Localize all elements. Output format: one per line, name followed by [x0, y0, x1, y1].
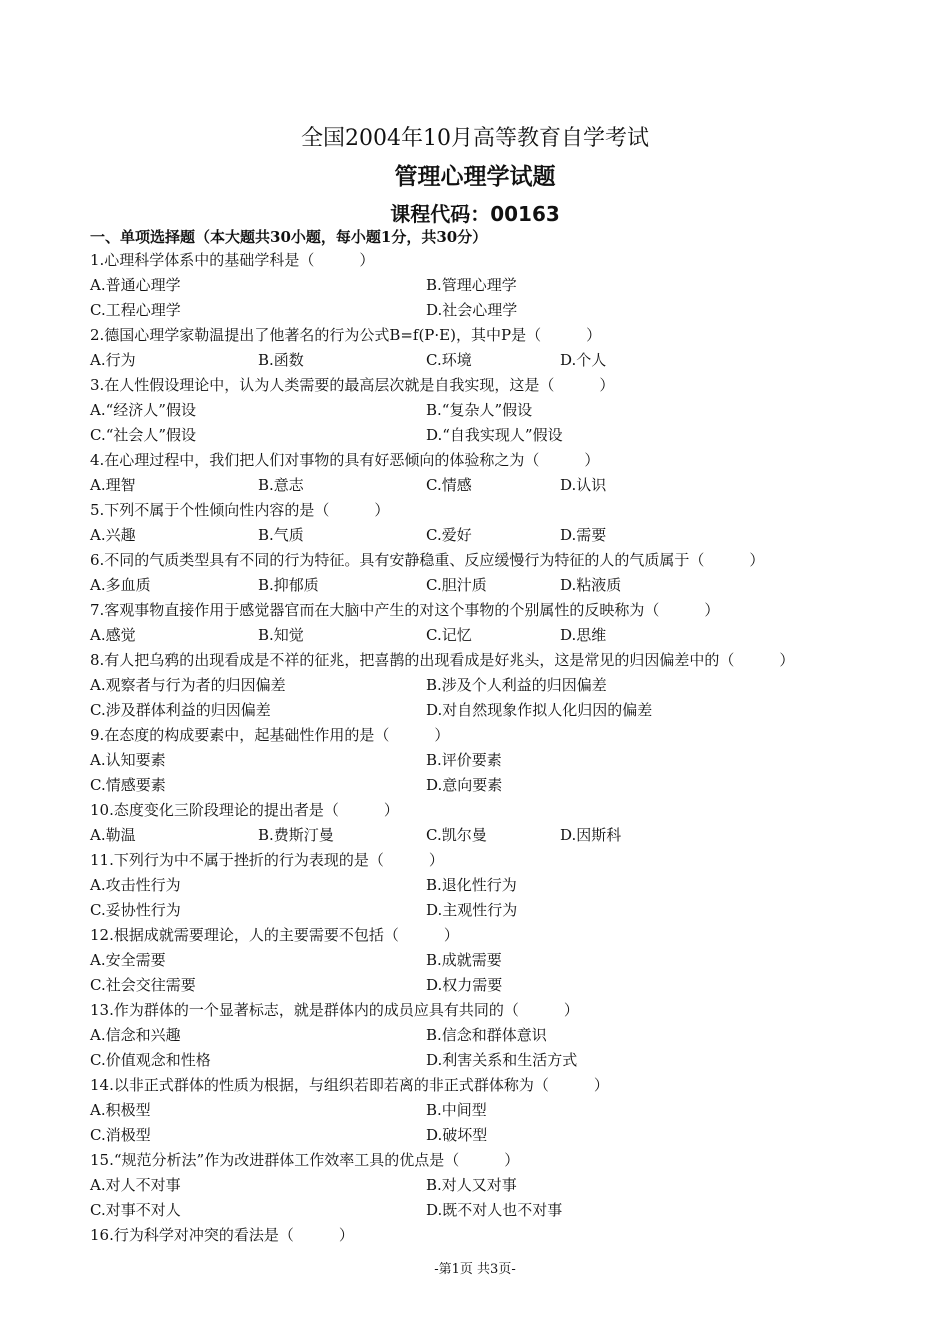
question-text: 8.有人把乌鸦的出现看成是不祥的征兆，把喜鹊的出现看成是好兆头，这是常见的归因偏差中的（ ） [90, 651, 795, 669]
question-text: 10.态度变化三阶段理论的提出者是（ ） [90, 801, 399, 819]
answer-option: A.对人不对事 [90, 1176, 181, 1194]
answer-option: B.涉及个人利益的归因偏差 [426, 676, 607, 694]
answer-option: D.权力需要 [426, 976, 503, 994]
answer-option: D.“自我实现人”假设 [426, 426, 563, 444]
option-row [90, 1198, 890, 1223]
answer-option: A.观察者与行为者的归因偏差 [90, 676, 286, 694]
answer-option: A.积极型 [90, 1101, 151, 1119]
answer-option: C.涉及群体利益的归因偏差 [90, 701, 271, 719]
answer-option: C.环境 [426, 351, 472, 369]
exam-title: 全国2004年10月高等教育自学考试 [301, 126, 649, 151]
answer-option: C.消极型 [90, 1126, 151, 1144]
question-text: 1.心理科学体系中的基础学科是（ ） [90, 251, 375, 269]
answer-option: D.思维 [560, 626, 607, 644]
answer-option: C.爱好 [426, 526, 472, 544]
answer-option: A.理智 [90, 476, 136, 494]
option-row [90, 698, 890, 723]
option-row [90, 423, 890, 448]
answer-option: C.社会交往需要 [90, 976, 196, 994]
option-row [90, 1123, 890, 1148]
answer-option: B.管理心理学 [426, 276, 517, 294]
page-footer: -第1页 共3页- [434, 1262, 516, 1277]
option-row [90, 673, 890, 698]
answer-option: B.抑郁质 [258, 576, 319, 594]
answer-option: D.个人 [560, 351, 607, 369]
answer-option: D.需要 [560, 526, 607, 544]
answer-option: B.中间型 [426, 1101, 487, 1119]
answer-option: C.情感 [426, 476, 472, 494]
question-text: 4.在心理过程中，我们把人们对事物的具有好恶倾向的体验称之为（ ） [90, 451, 600, 469]
option-row [90, 973, 890, 998]
answer-option: A.“经济人”假设 [90, 401, 196, 419]
question-text: 15.“规范分析法”作为改进群体工作效率工具的优点是（ ） [90, 1151, 520, 1169]
option-row [90, 748, 890, 773]
answer-option: C.价值观念和性格 [90, 1051, 211, 1069]
option-row [90, 273, 890, 298]
option-row [90, 1173, 890, 1198]
subject-title: 管理心理学试题 [394, 164, 556, 190]
answer-option: D.对自然现象作拟人化归因的偏差 [426, 701, 653, 719]
answer-option: B.“复杂人”假设 [426, 401, 533, 419]
question-list [90, 248, 890, 1248]
answer-option: B.评价要素 [426, 751, 502, 769]
question-text: 16.行为科学对冲突的看法是（ ） [90, 1226, 354, 1244]
option-row [90, 873, 890, 898]
answer-option: D.社会心理学 [426, 301, 518, 319]
answer-option: C.对事不对人 [90, 1201, 181, 1219]
answer-option: C.记忆 [426, 626, 472, 644]
option-row [90, 623, 890, 648]
option-row [90, 398, 890, 423]
question-text: 9.在态度的构成要素中，起基础性作用的是（ ） [90, 726, 450, 744]
option-row [90, 773, 890, 798]
section-title: 一、单项选择题（本大题共30小题，每小题1分，共30分） [90, 228, 488, 246]
answer-option: A.安全需要 [90, 951, 166, 969]
answer-option: B.信念和群体意识 [426, 1026, 547, 1044]
option-row [90, 523, 890, 548]
answer-option: D.破坏型 [426, 1126, 488, 1144]
answer-option: D.利害关系和生活方式 [426, 1051, 578, 1069]
question-text: 5.下列不属于个性倾向性内容的是（ ） [90, 501, 390, 519]
answer-option: C.“社会人”假设 [90, 426, 197, 444]
answer-option: C.凯尔曼 [426, 826, 487, 844]
course-code: 课程代码：00163 [390, 202, 560, 226]
answer-option: B.费斯汀曼 [258, 826, 334, 844]
answer-option: B.成就需要 [426, 951, 502, 969]
option-row [90, 348, 890, 373]
answer-option: A.勒温 [90, 826, 136, 844]
option-row [90, 1048, 890, 1073]
question-text: 13.作为群体的一个显著标志，就是群体内的成员应具有共同的（ ） [90, 1001, 579, 1019]
option-row [90, 1023, 890, 1048]
answer-option: A.行为 [90, 351, 136, 369]
answer-option: C.情感要素 [90, 776, 166, 794]
answer-option: A.感觉 [90, 626, 136, 644]
question-text: 6.不同的气质类型具有不同的行为特征。具有安静稳重、反应缓慢行为特征的人的气质属于（ ） [90, 551, 765, 569]
answer-option: A.攻击性行为 [90, 876, 181, 894]
answer-option: B.知觉 [258, 626, 304, 644]
question-text: 11.下列行为中不属于挫折的行为表现的是（ ） [90, 851, 444, 869]
question-text: 14.以非正式群体的性质为根据，与组织若即若离的非正式群体称为（ ） [90, 1076, 609, 1094]
answer-option: B.函数 [258, 351, 304, 369]
answer-option: A.多血质 [90, 576, 151, 594]
answer-option: D.主观性行为 [426, 901, 518, 919]
question-text: 3.在人性假设理论中，认为人类需要的最高层次就是自我实现，这是（ ） [90, 376, 615, 394]
question-text: 2.德国心理学家勒温提出了他著名的行为公式B=f(P·E)，其中P是（ ） [90, 326, 602, 344]
answer-option: B.退化性行为 [426, 876, 517, 894]
answer-option: B.气质 [258, 526, 304, 544]
answer-option: D.粘液质 [560, 576, 622, 594]
answer-option: B.对人又对事 [426, 1176, 517, 1194]
answer-option: A.信念和兴趣 [90, 1026, 181, 1044]
answer-option: D.因斯科 [560, 826, 622, 844]
answer-option: A.认知要素 [90, 751, 166, 769]
answer-option: D.既不对人也不对事 [426, 1201, 563, 1219]
answer-option: D.意向要素 [426, 776, 503, 794]
answer-option: C.工程心理学 [90, 301, 181, 319]
answer-option: D.认识 [560, 476, 607, 494]
question-text: 7.客观事物直接作用于感觉器官而在大脑中产生的对这个事物的个别属性的反映称为（ ） [90, 601, 720, 619]
option-row [90, 948, 890, 973]
answer-option: A.兴趣 [90, 526, 136, 544]
option-row [90, 1098, 890, 1123]
answer-option: C.胆汁质 [426, 576, 487, 594]
option-row [90, 898, 890, 923]
answer-option: A.普通心理学 [90, 276, 181, 294]
answer-option: B.意志 [258, 476, 304, 494]
option-row [90, 573, 890, 598]
option-row [90, 473, 890, 498]
option-row [90, 823, 890, 848]
question-text: 12.根据成就需要理论，人的主要需要不包括（ ） [90, 926, 459, 944]
answer-option: C.妥协性行为 [90, 901, 181, 919]
option-row [90, 298, 890, 323]
